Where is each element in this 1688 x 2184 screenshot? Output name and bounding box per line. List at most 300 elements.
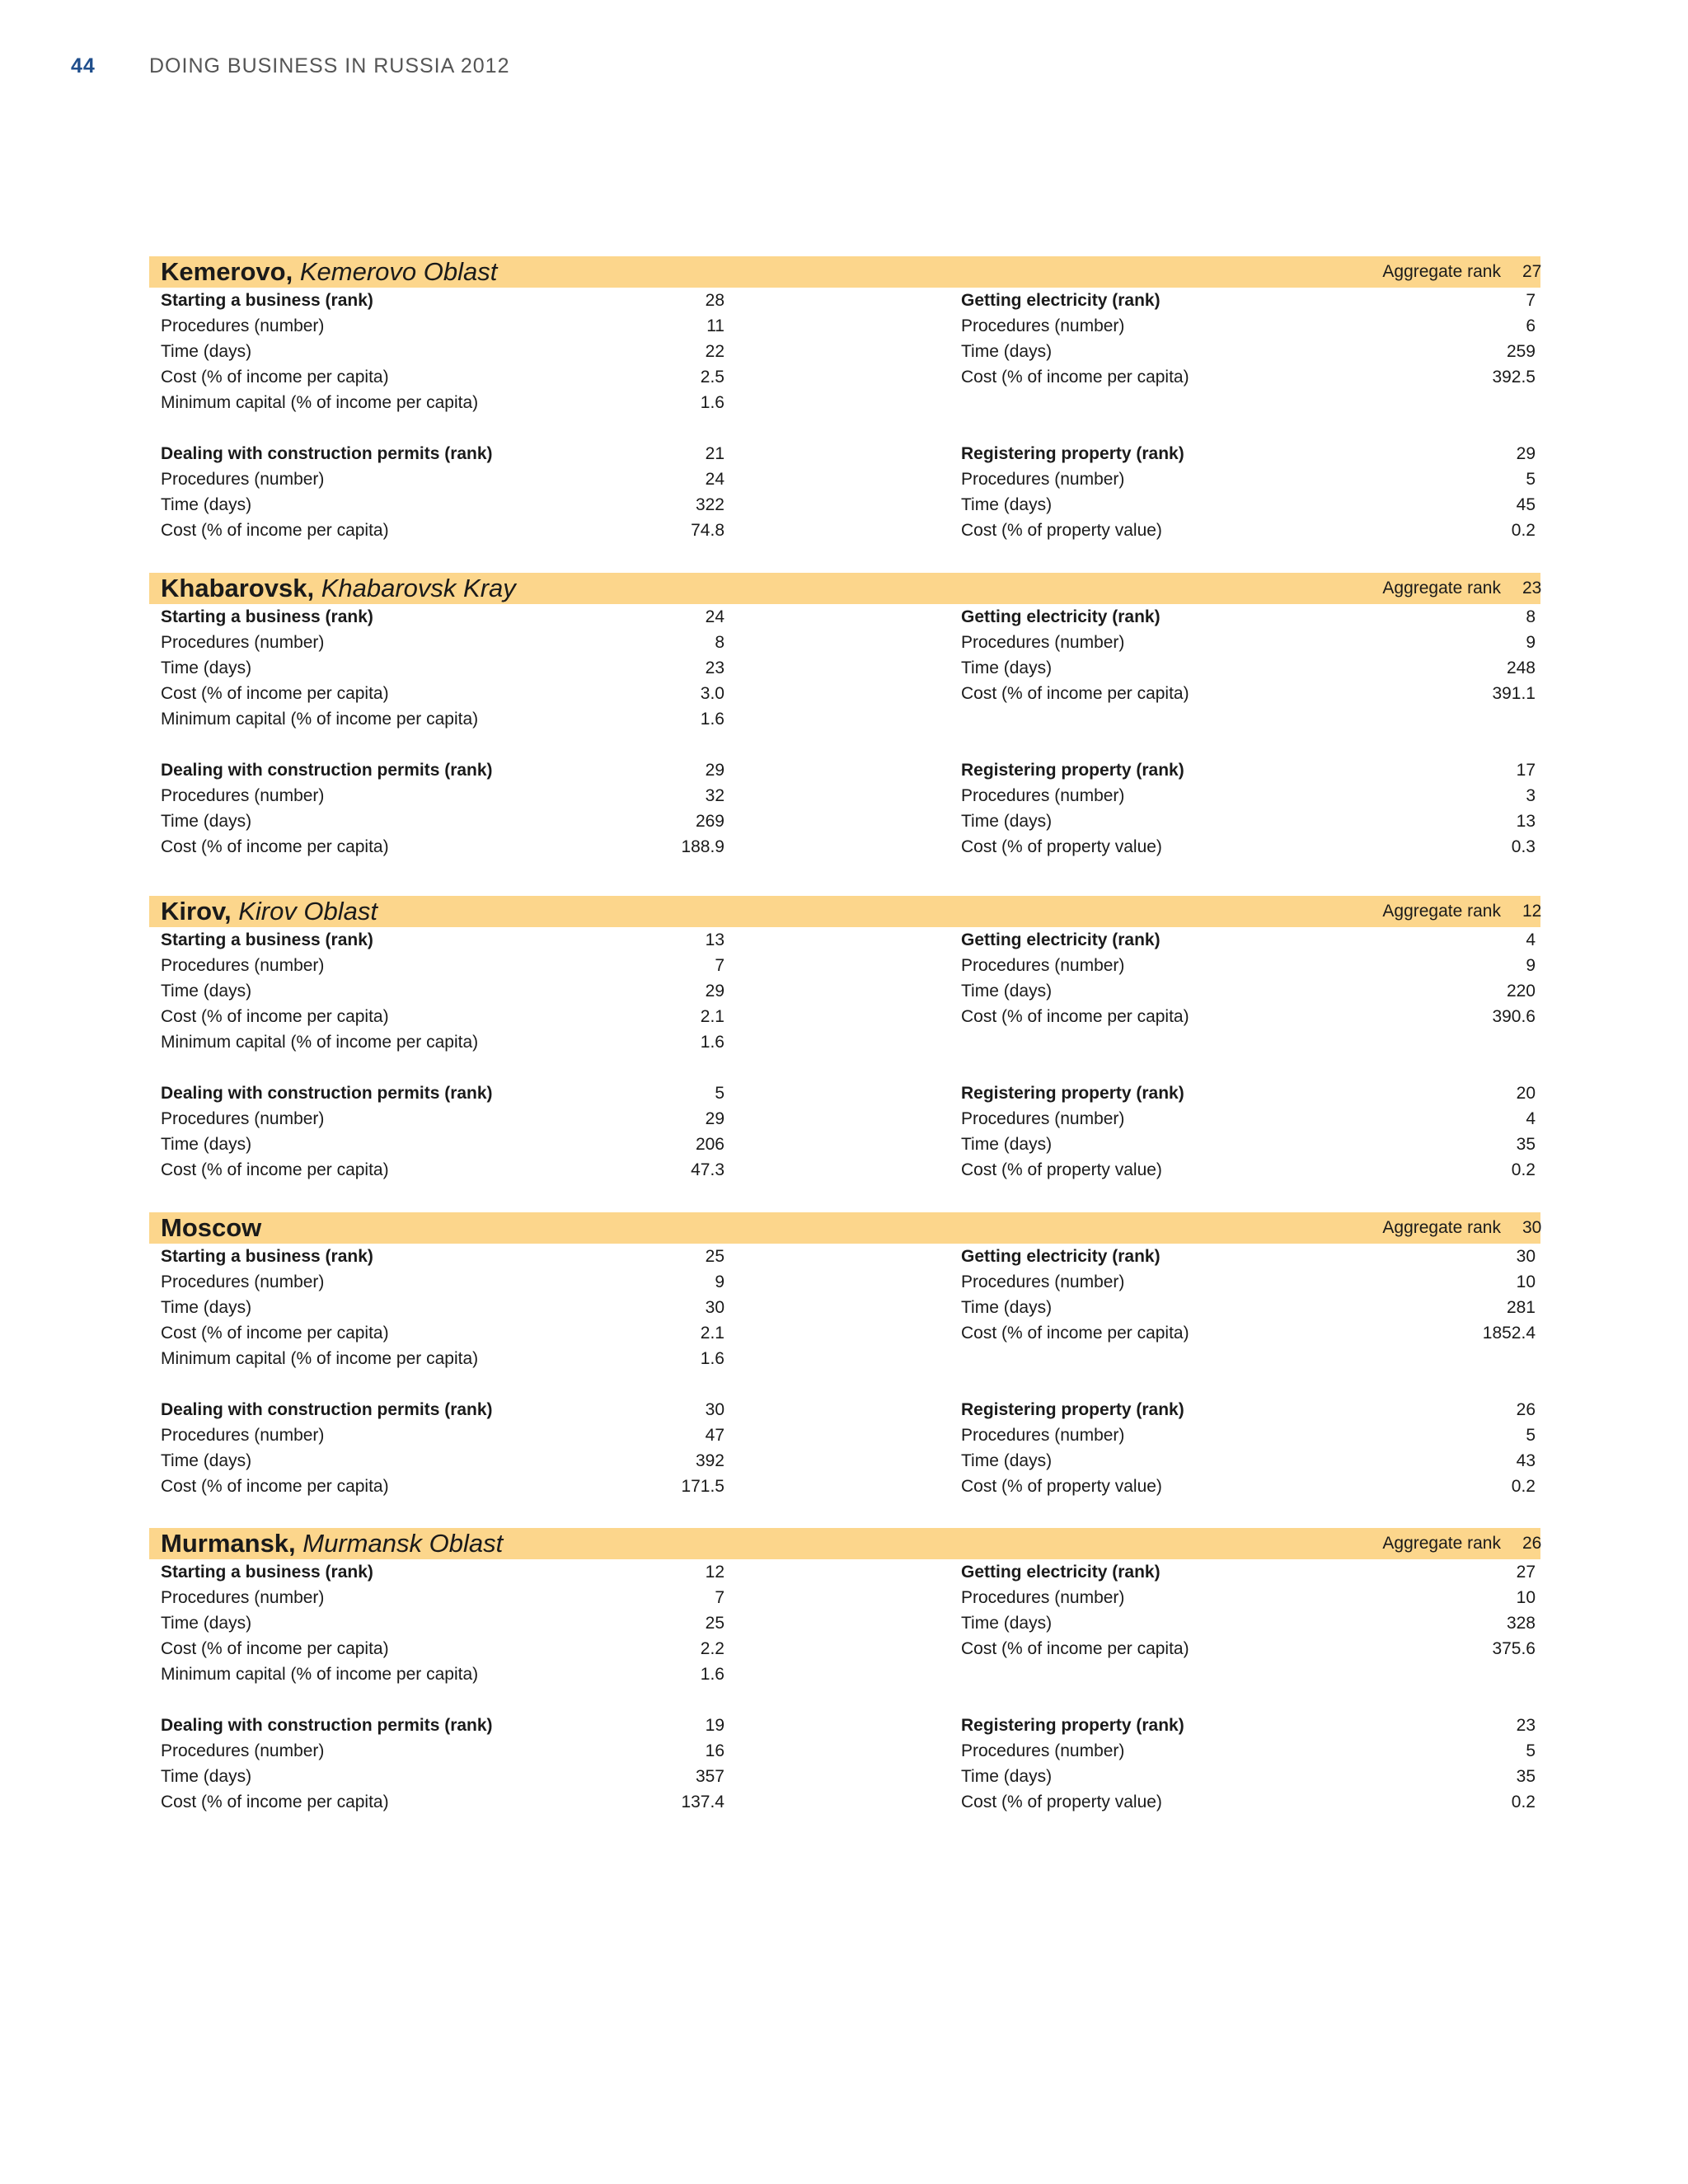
indicator-row xyxy=(161,953,724,978)
row-label: Procedures (number) xyxy=(161,1741,325,1760)
indicator-row xyxy=(961,1789,1536,1815)
row-value: 11 xyxy=(706,316,724,335)
indicator-row xyxy=(961,1738,1536,1764)
indicator-row xyxy=(161,1320,724,1346)
indicator-title: Getting electricity xyxy=(961,1563,1108,1582)
indicator-row xyxy=(961,953,1536,978)
indicator-row xyxy=(161,364,724,390)
city-section xyxy=(149,1528,1540,1853)
row-label: Minimum capital (% of income per capita) xyxy=(161,1665,479,1684)
row-value: 3.0 xyxy=(700,684,724,703)
city-header-bar xyxy=(149,1212,1540,1244)
indicator-rank: 27 xyxy=(1516,1563,1536,1582)
row-label: Time (days) xyxy=(161,982,252,1001)
row-value: 22 xyxy=(705,342,724,361)
indicator-row xyxy=(161,1004,724,1029)
indicator-rank: 5 xyxy=(715,1084,724,1103)
construction-permits-block xyxy=(161,441,724,543)
indicator-row xyxy=(961,1448,1536,1474)
indicator-title: Starting a business xyxy=(161,291,321,310)
indicator-rank: 23 xyxy=(1516,1716,1536,1735)
row-value: 9 xyxy=(715,1272,724,1291)
construction-permits-block xyxy=(161,757,724,860)
indicator-heading xyxy=(161,1080,724,1106)
indicator-row xyxy=(961,1422,1536,1448)
indicator-heading xyxy=(961,1397,1536,1422)
indicator-rank: 30 xyxy=(1516,1247,1536,1266)
indicator-row xyxy=(961,1004,1536,1029)
indicator-title: Starting a business xyxy=(161,1563,321,1582)
row-value: 5 xyxy=(1526,1426,1536,1445)
row-value: 13 xyxy=(1516,812,1536,831)
indicator-row xyxy=(961,1636,1536,1661)
indicator-heading xyxy=(961,1080,1536,1106)
row-label: Cost (% of income per capita) xyxy=(161,1639,389,1658)
city-name-bold: Kirov, xyxy=(161,897,232,926)
row-value: 7 xyxy=(715,956,724,975)
indicator-rank: 20 xyxy=(1516,1084,1536,1103)
indicator-rank: 29 xyxy=(705,761,724,780)
getting-electricity-block xyxy=(961,604,1536,706)
indicator-title: Dealing with construction permits xyxy=(161,1084,440,1103)
row-label: Procedures (number) xyxy=(961,1588,1125,1607)
indicator-row xyxy=(961,783,1536,808)
indicator-heading xyxy=(961,927,1536,953)
row-label: Procedures (number) xyxy=(961,786,1125,805)
indicator-heading xyxy=(161,441,724,466)
rank-suffix: (rank) xyxy=(1107,607,1160,626)
indicator-heading xyxy=(961,757,1536,783)
aggregate-rank xyxy=(1382,896,1540,927)
row-label: Procedures (number) xyxy=(161,1426,325,1445)
city-name xyxy=(161,257,497,287)
indicator-row xyxy=(961,1610,1536,1636)
indicator-title: Getting electricity xyxy=(961,291,1108,310)
row-label: Time (days) xyxy=(161,342,252,361)
city-section xyxy=(149,256,1540,581)
row-value: 6 xyxy=(1526,316,1536,335)
indicator-row xyxy=(161,1738,724,1764)
row-label: Procedures (number) xyxy=(161,316,325,335)
row-label: Minimum capital (% of income per capita) xyxy=(161,1349,479,1368)
indicator-title: Getting electricity xyxy=(961,930,1108,949)
registering-property-block xyxy=(961,441,1536,543)
starting-business-block xyxy=(161,1559,724,1687)
row-label: Time (days) xyxy=(961,1614,1053,1633)
row-label: Time (days) xyxy=(961,1451,1053,1470)
indicator-row xyxy=(961,492,1536,518)
indicator-heading xyxy=(161,757,724,783)
row-value: 9 xyxy=(1526,633,1536,652)
indicator-title: Getting electricity xyxy=(961,1247,1108,1266)
row-label: Cost (% of income per capita) xyxy=(161,1793,389,1811)
aggregate-rank xyxy=(1382,1528,1540,1559)
row-value: 206 xyxy=(695,1135,724,1154)
indicator-row xyxy=(961,1474,1536,1499)
row-value: 1.6 xyxy=(700,1349,724,1368)
row-label: Time (days) xyxy=(161,812,252,831)
row-value: 43 xyxy=(1516,1451,1536,1470)
indicator-title: Dealing with construction permits xyxy=(161,444,440,463)
indicator-row xyxy=(161,492,724,518)
indicator-heading xyxy=(961,604,1536,630)
row-label: Procedures (number) xyxy=(161,1588,325,1607)
indicator-row xyxy=(161,1661,724,1687)
row-label: Cost (% of property value) xyxy=(961,1477,1162,1496)
indicator-row xyxy=(961,1295,1536,1320)
row-label: Cost (% of income per capita) xyxy=(161,684,389,703)
row-label: Procedures (number) xyxy=(961,1272,1125,1291)
city-section xyxy=(149,1212,1540,1537)
aggregate-rank xyxy=(1382,1212,1540,1244)
row-value: 0.2 xyxy=(1511,1160,1536,1179)
row-label: Procedures (number) xyxy=(961,956,1125,975)
row-value: 47 xyxy=(705,1426,724,1445)
construction-permits-block xyxy=(161,1080,724,1183)
getting-electricity-block xyxy=(961,1559,1536,1661)
indicator-title: Registering property xyxy=(961,1400,1132,1419)
indicator-heading xyxy=(161,1713,724,1738)
indicator-rank: 29 xyxy=(1516,444,1536,463)
row-label: Time (days) xyxy=(961,812,1053,831)
indicator-heading xyxy=(961,1244,1536,1269)
indicator-row xyxy=(161,1764,724,1789)
getting-electricity-block xyxy=(961,288,1536,390)
indicator-heading xyxy=(161,1244,724,1269)
row-label: Cost (% of income per capita) xyxy=(961,368,1189,387)
indicator-row xyxy=(161,1029,724,1055)
row-label: Time (days) xyxy=(161,658,252,677)
row-value: 188.9 xyxy=(681,837,724,856)
rank-suffix: (rank) xyxy=(320,1563,373,1582)
row-value: 45 xyxy=(1516,495,1536,514)
indicator-heading xyxy=(961,1713,1536,1738)
aggregate-rank-label: Aggregate rank xyxy=(1382,902,1501,921)
indicator-row xyxy=(961,313,1536,339)
aggregate-rank-label: Aggregate rank xyxy=(1382,262,1501,281)
city-name-bold: Kemerovo, xyxy=(161,257,293,286)
row-value: 248 xyxy=(1506,658,1536,677)
indicator-row xyxy=(961,655,1536,681)
indicator-row xyxy=(961,364,1536,390)
row-label: Cost (% of income per capita) xyxy=(961,1639,1189,1658)
row-label: Procedures (number) xyxy=(161,633,325,652)
aggregate-rank-label: Aggregate rank xyxy=(1382,579,1501,598)
city-name xyxy=(161,897,377,926)
indicator-grid xyxy=(149,288,1540,581)
row-value: 24 xyxy=(705,470,724,489)
indicator-row xyxy=(161,1636,724,1661)
region-name: Kirov Oblast xyxy=(238,897,378,926)
region-name: Khabarovsk Kray xyxy=(321,574,516,602)
indicator-rank: 17 xyxy=(1516,761,1536,780)
row-label: Procedures (number) xyxy=(961,1741,1125,1760)
aggregate-rank xyxy=(1382,573,1540,604)
row-label: Procedures (number) xyxy=(961,1109,1125,1128)
indicator-row xyxy=(161,1789,724,1815)
indicator-row xyxy=(961,1764,1536,1789)
row-value: 171.5 xyxy=(681,1477,724,1496)
indicator-rank: 12 xyxy=(705,1563,724,1582)
page-number: 44 xyxy=(71,54,96,77)
row-value: 2.1 xyxy=(700,1007,724,1026)
indicator-row xyxy=(961,1157,1536,1183)
row-label: Cost (% of income per capita) xyxy=(961,684,1189,703)
running-head: DOING BUSINESS IN RUSSIA 2012 xyxy=(149,54,510,77)
indicator-row xyxy=(961,339,1536,364)
row-value: 0.2 xyxy=(1511,1793,1536,1811)
rank-suffix: (rank) xyxy=(1131,1084,1184,1103)
indicator-row xyxy=(961,630,1536,655)
rank-suffix: (rank) xyxy=(439,761,493,780)
starting-business-block xyxy=(161,1244,724,1371)
row-value: 137.4 xyxy=(681,1793,724,1811)
indicator-title: Starting a business xyxy=(161,1247,321,1266)
indicator-row xyxy=(161,1448,724,1474)
row-value: 35 xyxy=(1516,1767,1536,1786)
row-label: Procedures (number) xyxy=(161,1272,325,1291)
row-value: 259 xyxy=(1506,342,1536,361)
region-name: Kemerovo Oblast xyxy=(299,257,498,286)
registering-property-block xyxy=(961,1713,1536,1815)
row-value: 281 xyxy=(1506,1298,1536,1317)
row-label: Cost (% of income per capita) xyxy=(161,368,389,387)
city-header-bar xyxy=(149,256,1540,288)
indicator-title: Registering property xyxy=(961,444,1132,463)
construction-permits-block xyxy=(161,1397,724,1499)
indicator-title: Dealing with construction permits xyxy=(161,1400,440,1419)
rank-suffix: (rank) xyxy=(320,1247,373,1266)
indicator-grid xyxy=(149,927,1540,1221)
row-value: 322 xyxy=(695,495,724,514)
row-label: Time (days) xyxy=(961,495,1053,514)
indicator-row xyxy=(161,808,724,834)
indicator-row xyxy=(161,1269,724,1295)
row-label: Cost (% of income per capita) xyxy=(161,1007,389,1026)
indicator-heading xyxy=(161,604,724,630)
row-value: 375.6 xyxy=(1492,1639,1536,1658)
indicator-rank: 26 xyxy=(1516,1400,1536,1419)
row-label: Procedures (number) xyxy=(161,786,325,805)
row-value: 0.3 xyxy=(1511,837,1536,856)
row-value: 10 xyxy=(1516,1272,1536,1291)
row-value: 5 xyxy=(1526,470,1536,489)
row-label: Cost (% of property value) xyxy=(961,1793,1162,1811)
indicator-row xyxy=(961,681,1536,706)
row-label: Cost (% of income per capita) xyxy=(161,837,389,856)
row-label: Time (days) xyxy=(961,1767,1053,1786)
row-label: Procedures (number) xyxy=(161,1109,325,1128)
indicator-rank: 25 xyxy=(705,1247,724,1266)
row-value: 3 xyxy=(1526,786,1536,805)
row-label: Time (days) xyxy=(161,1451,252,1470)
row-label: Time (days) xyxy=(161,1298,252,1317)
indicator-row xyxy=(161,1610,724,1636)
registering-property-block xyxy=(961,757,1536,860)
starting-business-block xyxy=(161,604,724,732)
indicator-title: Registering property xyxy=(961,1084,1132,1103)
starting-business-block xyxy=(161,927,724,1055)
row-value: 1852.4 xyxy=(1482,1324,1536,1343)
city-name xyxy=(161,1213,261,1243)
row-value: 5 xyxy=(1526,1741,1536,1760)
row-label: Minimum capital (% of income per capita) xyxy=(161,1033,479,1052)
indicator-rank: 4 xyxy=(1526,930,1536,949)
city-name xyxy=(161,1529,503,1558)
indicator-row xyxy=(161,1346,724,1371)
indicator-row xyxy=(161,1106,724,1132)
row-value: 2.2 xyxy=(700,1639,724,1658)
row-value: 1.6 xyxy=(700,393,724,412)
row-label: Time (days) xyxy=(961,1135,1053,1154)
aggregate-rank-value: 12 xyxy=(1522,902,1542,921)
row-value: 35 xyxy=(1516,1135,1536,1154)
indicator-heading xyxy=(161,1397,724,1422)
indicator-rank: 13 xyxy=(705,930,724,949)
indicator-row xyxy=(961,1320,1536,1346)
indicator-row xyxy=(961,1132,1536,1157)
row-value: 8 xyxy=(715,633,724,652)
indicator-rank: 19 xyxy=(705,1716,724,1735)
row-value: 16 xyxy=(705,1741,724,1760)
rank-suffix: (rank) xyxy=(1131,761,1184,780)
indicator-grid xyxy=(149,1559,1540,1853)
rank-suffix: (rank) xyxy=(439,1716,493,1735)
aggregate-rank-value: 30 xyxy=(1522,1218,1542,1237)
row-label: Procedures (number) xyxy=(161,470,325,489)
aggregate-rank-value: 23 xyxy=(1522,579,1542,598)
indicator-row xyxy=(161,783,724,808)
getting-electricity-block xyxy=(961,927,1536,1029)
rank-suffix: (rank) xyxy=(320,607,373,626)
aggregate-rank-value: 27 xyxy=(1522,262,1542,281)
indicator-row xyxy=(161,518,724,543)
row-value: 7 xyxy=(715,1588,724,1607)
indicator-row xyxy=(161,1585,724,1610)
indicator-row xyxy=(961,518,1536,543)
indicator-row xyxy=(161,339,724,364)
page-header xyxy=(71,54,510,78)
indicator-row xyxy=(961,1106,1536,1132)
row-label: Cost (% of income per capita) xyxy=(161,1160,389,1179)
row-label: Procedures (number) xyxy=(961,633,1125,652)
rank-suffix: (rank) xyxy=(1131,1716,1184,1735)
city-header-bar xyxy=(149,573,1540,604)
indicator-rank: 21 xyxy=(705,444,724,463)
indicator-row xyxy=(161,978,724,1004)
rank-suffix: (rank) xyxy=(1107,930,1160,949)
row-value: 2.1 xyxy=(700,1324,724,1343)
city-header-bar xyxy=(149,1528,1540,1559)
row-value: 392 xyxy=(695,1451,724,1470)
indicator-row xyxy=(961,834,1536,860)
indicator-rank: 7 xyxy=(1526,291,1536,310)
indicator-heading xyxy=(961,1559,1536,1585)
rank-suffix: (rank) xyxy=(320,930,373,949)
indicator-title: Dealing with construction permits xyxy=(161,761,440,780)
row-value: 23 xyxy=(705,658,724,677)
aggregate-rank-label: Aggregate rank xyxy=(1382,1534,1501,1553)
indicator-row xyxy=(161,1157,724,1183)
row-value: 47.3 xyxy=(691,1160,724,1179)
indicator-row xyxy=(961,808,1536,834)
city-section xyxy=(149,896,1540,1221)
city-name-bold: Moscow xyxy=(161,1213,262,1242)
indicator-row xyxy=(161,1474,724,1499)
indicator-row xyxy=(961,978,1536,1004)
indicator-grid xyxy=(149,604,1540,898)
indicator-row xyxy=(161,1132,724,1157)
indicator-title: Registering property xyxy=(961,761,1132,780)
row-label: Cost (% of income per capita) xyxy=(961,1324,1189,1343)
row-value: 220 xyxy=(1506,982,1536,1001)
city-name-bold: Khabarovsk, xyxy=(161,574,315,602)
row-value: 32 xyxy=(705,786,724,805)
row-value: 30 xyxy=(705,1298,724,1317)
aggregate-rank-value: 26 xyxy=(1522,1534,1542,1553)
row-value: 328 xyxy=(1506,1614,1536,1633)
indicator-row xyxy=(161,655,724,681)
row-value: 25 xyxy=(705,1614,724,1633)
indicator-row xyxy=(161,466,724,492)
registering-property-block xyxy=(961,1397,1536,1499)
row-value: 269 xyxy=(695,812,724,831)
row-label: Time (days) xyxy=(961,658,1053,677)
city-header-bar xyxy=(149,896,1540,927)
row-value: 357 xyxy=(695,1767,724,1786)
row-value: 29 xyxy=(705,982,724,1001)
row-label: Cost (% of income per capita) xyxy=(161,521,389,540)
row-label: Procedures (number) xyxy=(161,956,325,975)
rank-suffix: (rank) xyxy=(320,291,373,310)
row-value: 2.5 xyxy=(700,368,724,387)
indicator-heading xyxy=(161,1559,724,1585)
row-label: Procedures (number) xyxy=(961,1426,1125,1445)
indicator-rank: 24 xyxy=(705,607,724,626)
row-label: Cost (% of income per capita) xyxy=(961,1007,1189,1026)
city-name xyxy=(161,574,516,603)
indicator-heading xyxy=(161,927,724,953)
indicator-heading xyxy=(961,288,1536,313)
row-value: 0.2 xyxy=(1511,1477,1536,1496)
row-value: 9 xyxy=(1526,956,1536,975)
row-value: 29 xyxy=(705,1109,724,1128)
row-label: Time (days) xyxy=(161,1614,252,1633)
indicator-heading xyxy=(161,288,724,313)
indicator-row xyxy=(161,630,724,655)
rank-suffix: (rank) xyxy=(1107,291,1160,310)
registering-property-block xyxy=(961,1080,1536,1183)
rank-suffix: (rank) xyxy=(439,1400,493,1419)
starting-business-block xyxy=(161,288,724,415)
indicator-rank: 28 xyxy=(705,291,724,310)
row-value: 4 xyxy=(1526,1109,1536,1128)
indicator-rank: 8 xyxy=(1526,607,1536,626)
indicator-grid xyxy=(149,1244,1540,1537)
row-label: Cost (% of property value) xyxy=(961,837,1162,856)
indicator-heading xyxy=(961,441,1536,466)
row-label: Minimum capital (% of income per capita) xyxy=(161,393,479,412)
row-label: Minimum capital (% of income per capita) xyxy=(161,710,479,729)
indicator-row xyxy=(161,1295,724,1320)
city-section xyxy=(149,573,1540,898)
indicator-row xyxy=(161,313,724,339)
row-label: Time (days) xyxy=(961,342,1053,361)
row-value: 0.2 xyxy=(1511,521,1536,540)
indicator-row xyxy=(161,390,724,415)
construction-permits-block xyxy=(161,1713,724,1815)
aggregate-rank xyxy=(1382,256,1540,288)
